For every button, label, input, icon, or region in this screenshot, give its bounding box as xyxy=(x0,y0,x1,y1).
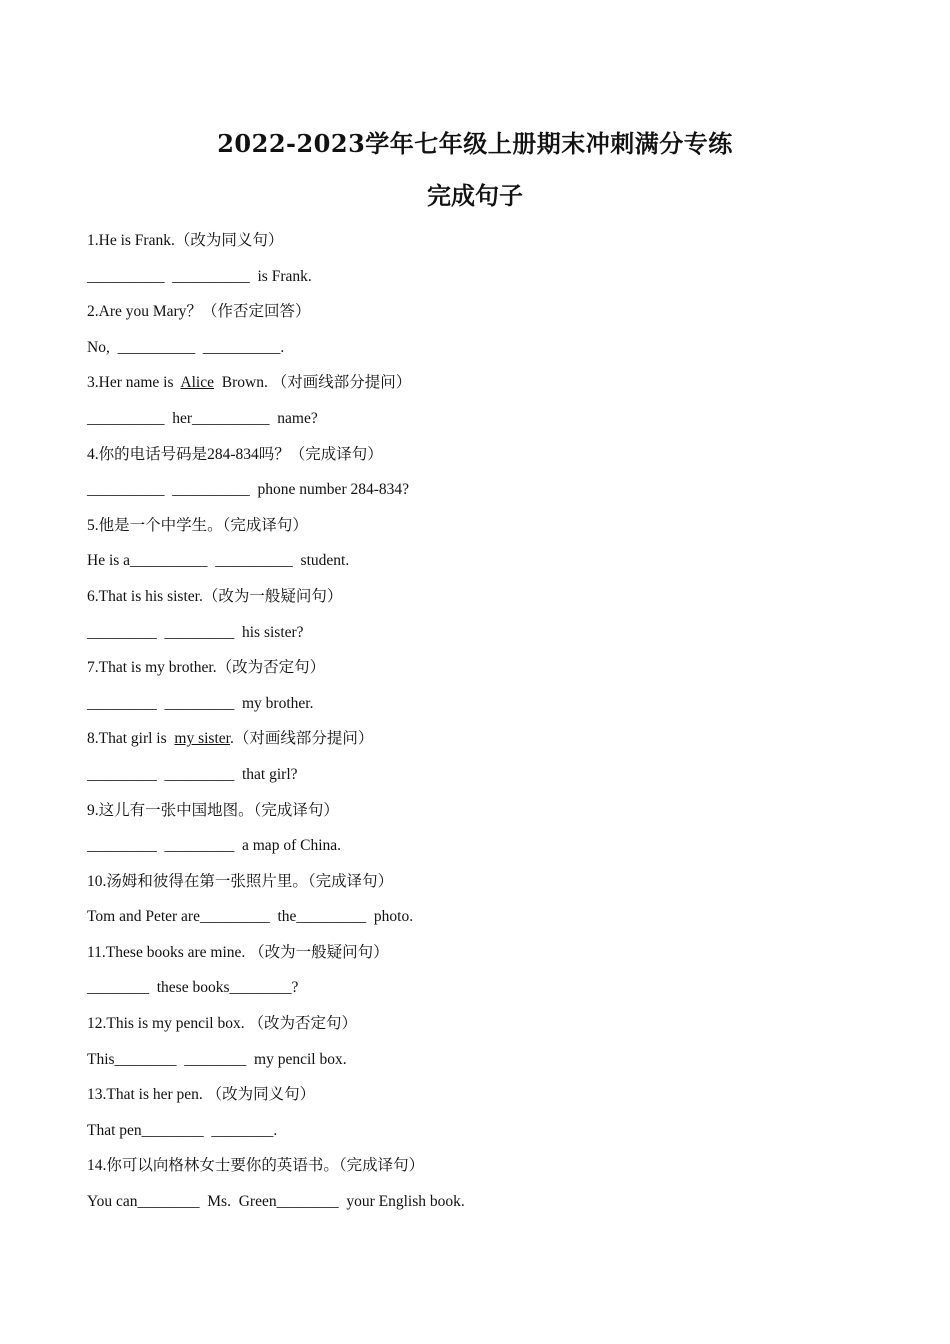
answer-line: He is a__________ __________ student. xyxy=(87,552,350,570)
question-prompt: 5.他是一个中学生。（完成译句） xyxy=(87,516,308,534)
question-prompt: 12.This is my pencil box. （改为否定句） xyxy=(87,1015,357,1033)
question-list xyxy=(87,229,887,1226)
answer-line: _________ _________ that girl? xyxy=(87,765,298,783)
question-prompt: 9.这儿有一张中国地图。（完成译句） xyxy=(87,801,339,819)
answer-line: That pen________ ________. xyxy=(87,1121,278,1139)
question-prompt: 7.That is my brother.（改为否定句） xyxy=(87,659,326,677)
question-prompt: 2.Are you Mary？（作否定回答） xyxy=(87,303,311,321)
page-title: 2022-2023学年七年级上册期末冲刺满分专练 xyxy=(217,129,733,158)
answer-line: Tom and Peter are_________ the_________ photo. xyxy=(87,908,414,926)
question-prompt: 11.These books are mine. （改为一般疑问句） xyxy=(87,943,389,961)
underlined-target: Alice xyxy=(180,374,214,392)
answer-line: _________ _________ a map of China. xyxy=(87,837,342,855)
question-prompt: 6.That is his sister.（改为一般疑问句） xyxy=(87,587,343,605)
answer-line: __________ __________ phone number 284-834? xyxy=(87,481,410,499)
answer-line: __________ __________ is Frank. xyxy=(87,267,312,285)
answer-line: ________ these books________? xyxy=(87,979,299,997)
answer-line: This________ ________ my pencil box. xyxy=(87,1050,347,1068)
answer-line: _________ _________ my brother. xyxy=(87,694,314,712)
question-prompt: 13.That is her pen. （改为同义句） xyxy=(87,1086,316,1104)
answer-line: No, __________ __________. xyxy=(87,338,285,356)
answer-line: __________ her__________ name? xyxy=(87,409,318,427)
answer-line: You can________ Ms. Green________ your English book. xyxy=(87,1193,465,1211)
question-prompt: 3.Her name is Alice Brown. （对画线部分提问） xyxy=(87,374,412,392)
question-prompt: 10.汤姆和彼得在第一张照片里。（完成译句） xyxy=(87,872,394,890)
question-prompt: 14.你可以向格林女士要你的英语书。（完成译句） xyxy=(87,1157,425,1175)
answer-line: _________ _________ his sister? xyxy=(87,623,304,641)
question-prompt: 1.He is Frank.（改为同义句） xyxy=(87,232,284,249)
section-title: 完成句子 xyxy=(427,181,523,210)
question-prompt: 8.That girl is my sister.（对画线部分提问） xyxy=(87,730,374,748)
question-prompt: 4.你的电话号码是284-834吗？（完成译句） xyxy=(87,445,383,463)
underlined-target: my sister xyxy=(174,730,230,748)
